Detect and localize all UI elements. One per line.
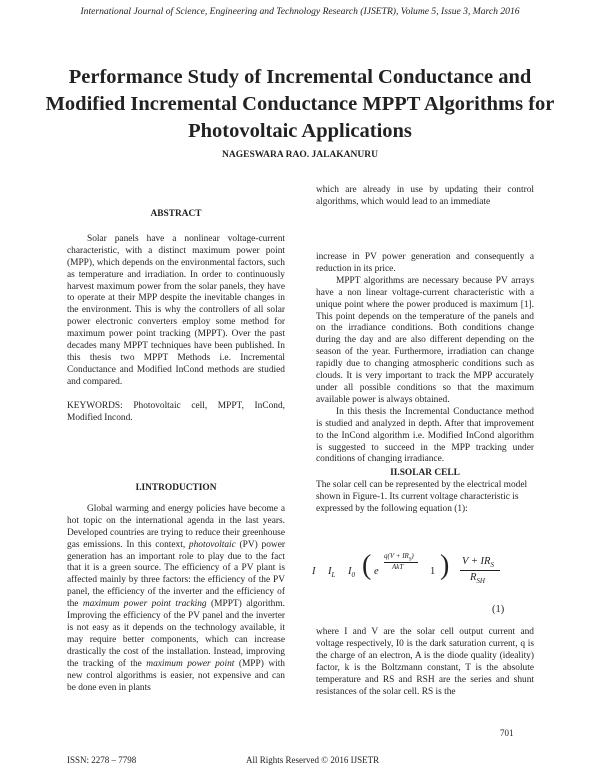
equation-number: (1) [492, 604, 505, 615]
right-paragraph-2: MPPT algorithms are necessary because PV arrays have a non linear voltage-current characteristic with a unique point where the power produced is maximum [1]. This point depends on the temperature of the panels and on the irradiance conditions. Both conditions change during the day and are also different depending on the season of the year. Furthermore, irradiation can change rapidly due to changing atmospheric conditions such as clouds. It is very important to track the MPP accurately under all possible conditions so that the maximum available power is always obtained. [316, 275, 534, 405]
eq-frac-den: $R_{SH}$ [470, 572, 485, 586]
eq-frac-bar [460, 570, 500, 571]
eq-I: I [312, 566, 316, 577]
introduction-section [67, 483, 285, 694]
left-column [67, 209, 285, 425]
equation-1 [312, 548, 530, 598]
footer-issn: ISSN: 2278 – 7798 [67, 755, 137, 765]
right-column-top: which are already in use by updating their control algorithms, which would lead to an immediate [316, 185, 534, 207]
eq-paren: ( [362, 550, 372, 581]
right-paragraph-1: increase in PV power generation and consequently a reduction in its price. [316, 252, 534, 274]
where-paragraph: where I and V are the solar cell output current and voltage respectively, I0 is the dark saturation current, q is the charge of an electron, A is the diode quality (ideality) factor, k is the Boltzmann constant, T is the absolute temperature and RS and RSH are the series and shunt resistances of the solar cell. RS is the [316, 627, 534, 697]
author-name: NAGESWARA RAO. JALAKANURU [222, 150, 378, 160]
term-mppt: maximum power point tracking [82, 599, 207, 610]
keywords: KEYWORDS: Photovoltaic cell, MPPT, InCond, Modified Incond. [67, 400, 285, 423]
introduction-text: Global warming and energy policies have become a hot topic on the international agenda in the last years. Developed countries are trying to reduce their greenhouse gas emissions. In this context, photovoltaic (PV) power generation has an important role to play due to the fact that it is a green source. The efficiency of a PV plant is affected mainly by three factors: the efficiency of the PV panel, the efficiency of the inverter and the efficiency of the maximum power point tracking (MPPT) algorithm. Improving the efficiency of the PV panel and the inverter is not easy as it depends on the technology available, it may require better components, which can increase drastically the cost of the installation. Instead, improving the tracking of the maximum power point (MPP) with new control algorithms is easier, not expensive and can be done even in plants [67, 503, 285, 693]
eq-minus-one: 1 [430, 566, 436, 577]
introduction-heading: I.INTRODUCTION [135, 483, 217, 493]
term-photovoltaic: photovoltaic [188, 539, 236, 550]
right-paragraph-3: In this thesis the Incremental Conductance method is studied and analyzed in depth. After that improvement to the InCond algorithm i.e. Modified InCond algorithm is suggested to succeed in the MPP tracking under conditions of changing irradiance. [316, 406, 534, 465]
page-number: 701 [500, 728, 514, 738]
journal-header: International Journal of Science, Engineering and Technology Research (IJSETR), Volume 5, Issue 3, March 2016 [80, 6, 520, 17]
eq-frac-num: $V + IR_S$ [462, 556, 494, 570]
abstract-text: Solar panels have a nonlinear voltage-current characteristic, with a distinct maximum power point (MPP), which depends on the environmental factors, such as temperature and irradiation. In order to continuously harvest maximum power from the solar panels, they have to operate at their MPP despite the inevitable changes in the environment. This is why the controllers of all solar power electronic converters employ some method for maximum power point tracking (MPPT). Over the past decades many MPPT techniques have been published. In this thesis two MPPT Methods i.e. Incremental Conductance and Modified InCond methods are studied and compared. [67, 233, 285, 387]
eq-IL: $I_L$ [328, 566, 336, 580]
paper-title: Performance Study of Incremental Conductance and Modified Incremental Conductance MPPT Algorithms for Photovoltaic Applications [45, 66, 555, 142]
footer-rights: All Rights Reserved © 2016 IJSETR [246, 755, 380, 765]
eq-I0: $I_0$ [348, 566, 355, 580]
eq-e: e [374, 566, 379, 577]
solar-cell-paragraph: The solar cell can be represented by the electrical model shown in Figure-1. Its current voltage characteristic is expressed by the following equation (1): [316, 480, 528, 515]
eq-exp-num: $q(V + IR_S)$ [384, 552, 414, 563]
eq-paren-close: ) [440, 550, 450, 581]
solar-cell-heading: II.SOLAR CELL [390, 468, 460, 479]
right-column [316, 252, 534, 516]
abstract-heading: ABSTRACT [150, 209, 202, 219]
eq-exp-den: AkT [392, 563, 404, 571]
term-mpp: maximum power point [146, 658, 235, 669]
